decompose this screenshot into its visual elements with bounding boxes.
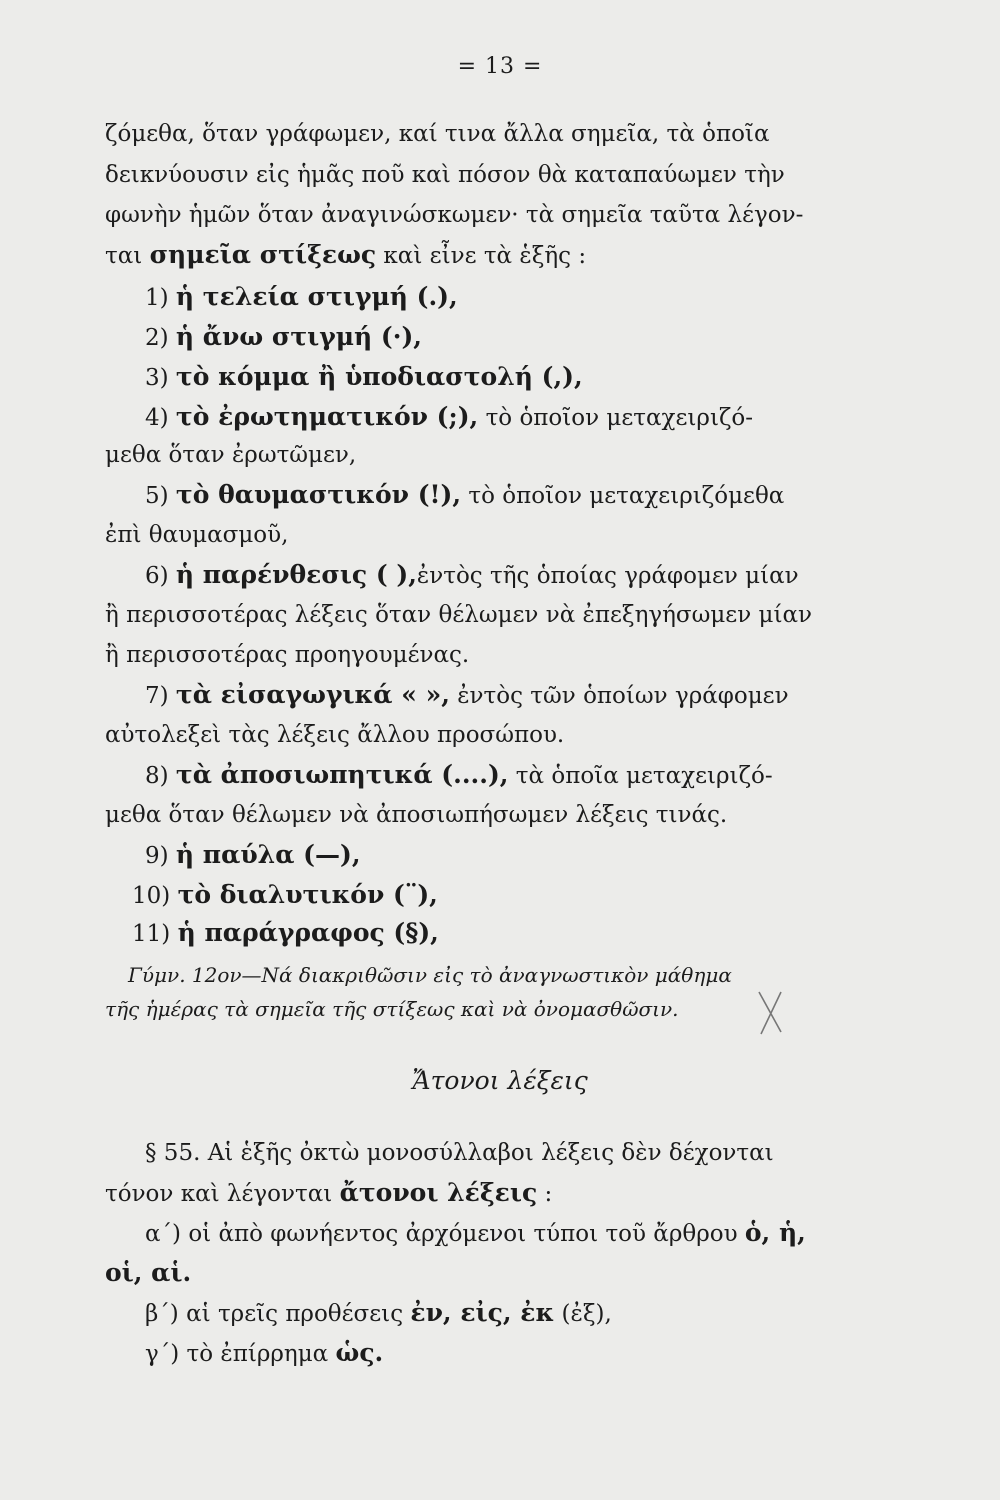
item-number: 6) [145,563,176,589]
text-run: : [537,1181,553,1207]
text-run: α΄) οἱ ἀπὸ φωνήεντος ἀρχόμενοι τύποι τοῦ ἄρθρου [145,1221,745,1247]
text-line: § 55. Αἱ ἑξῆς ὀκτὼ μονοσύλλαβοι λέξεις δὲν δέχονται [145,1140,774,1166]
text-run: τὸ ὁποῖον μεταχειριζόμεθα [461,483,785,509]
list-item [132,880,438,911]
list-item [145,840,361,871]
bold-term: τὰ ἀποσιωπητικά (....), [175,760,509,789]
item-number: 4) [145,405,176,431]
bold-term: τὸ διαλυτικόν (¨), [177,880,438,909]
list-item [145,362,583,393]
text-line: αὐτολεξεὶ τὰς λέξεις ἄλλου προσώπου. [105,722,565,748]
list-item [145,282,458,313]
text-run: καὶ εἶνε τὰ ἑξῆς : [376,243,587,269]
text-line: ἐπὶ θαυμασμοῦ, [105,522,289,548]
text-run: ἐντὸς τῶν ὁποίων γράφομεν [449,683,789,709]
list-item [145,560,799,591]
list-item [145,480,784,511]
text-line [105,240,586,271]
item-number: 7) [145,683,176,709]
item-number: 9) [145,843,176,869]
text-line: μεθα ὅταν θέλωμεν νὰ ἀποσιωπήσωμεν λέξεις τινάς. [105,802,728,828]
bold-term: ὡς. [335,1338,384,1367]
text-line: μεθα ὅταν ἐρωτῶμεν, [105,442,357,468]
bold-term: ἄτονοι λέξεις [339,1178,538,1207]
bold-term: ἐν, εἰς, ἐκ [410,1298,555,1327]
bold-term: σημεῖα στίξεως [149,240,377,269]
text-run: τὸ ὁποῖον μεταχειριζό- [478,405,754,431]
text-run: (ἐξ), [554,1301,612,1327]
item-number: 5) [145,483,176,509]
item-number: 2) [145,325,176,351]
page-number: = 13 = [457,54,543,79]
list-item [145,402,753,433]
item-number: 8) [145,763,176,789]
list-item [132,918,439,949]
bold-term: ἡ παύλα (—), [175,840,361,869]
item-number: 1) [145,285,176,311]
text-run: ται [105,243,150,269]
bold-term: τὸ κόμμα ἢ ὑποδιαστολή (,), [175,362,583,391]
list-item [145,1338,383,1369]
list-item [145,680,789,711]
list-item [145,322,422,353]
list-item [145,1298,612,1329]
text-line: ἢ περισσοτέρας λέξεις ὅταν θέλωμεν νὰ ἐπεξηγήσωμεν μίαν [105,602,812,628]
text-run: τὰ ὁποῖα μεταχειριζό- [508,763,773,789]
bold-term: ἡ ἄνω στιγμή (·), [175,322,422,351]
bold-term: ἡ τελεία στιγμή (.), [175,282,458,311]
item-number: 10) [132,883,178,909]
bold-term: ἡ παρένθεσις ( ), [175,560,417,589]
text-run: ἐντὸς τῆς ὁποίας γράφομεν μίαν [416,563,799,589]
text-run: β΄) αἱ τρεῖς προθέσεις [145,1301,411,1327]
text-line [105,1178,552,1209]
bold-term: οἱ, αἱ. [105,1258,192,1287]
pencil-x-mark [755,988,785,1038]
item-number: 3) [145,365,176,391]
bold-term: ὁ, ἡ, [744,1218,806,1247]
bold-term: τὸ ἐρωτηματικόν (;), [175,402,479,431]
text-line: ζόμεθα, ὅταν γράφωμεν, καί τινα ἄλλα σημεῖα, τὰ ὁποῖα [105,121,770,147]
bold-term: τὰ εἰσαγωγικά « », [175,680,450,709]
exercise-line: τῆς ἡμέρας τὰ σημεῖα τῆς στίξεως καὶ νὰ ὀνομασθῶσιν. [105,997,679,1021]
exercise-line: Γύμν. 12ον—Νά διακριθῶσιν εἰς τὸ ἀναγνωστικὸν μάθημα [128,963,732,987]
text-run: τόνον καὶ λέγονται [105,1181,340,1207]
section-title: Ἄτονοι λέξεις [412,1066,588,1095]
list-item [145,1218,806,1249]
bold-term: ἡ παράγραφος (§), [177,918,439,947]
bold-term: τὸ θαυμαστικόν (!), [175,480,462,509]
list-item [145,760,773,791]
text-run: γ΄) τὸ ἐπίρρημα [145,1341,336,1367]
text-line: δεικνύουσιν εἰς ἡμᾶς ποῦ καὶ πόσον θὰ καταπαύωμεν τὴν [105,162,785,188]
item-number: 11) [132,921,178,947]
text-line: φωνὴν ἡμῶν ὅταν ἀναγινώσκωμεν· τὰ σημεῖα ταῦτα λέγον- [105,202,804,228]
text-line: ἢ περισσοτέρας προηγουμένας. [105,642,470,668]
